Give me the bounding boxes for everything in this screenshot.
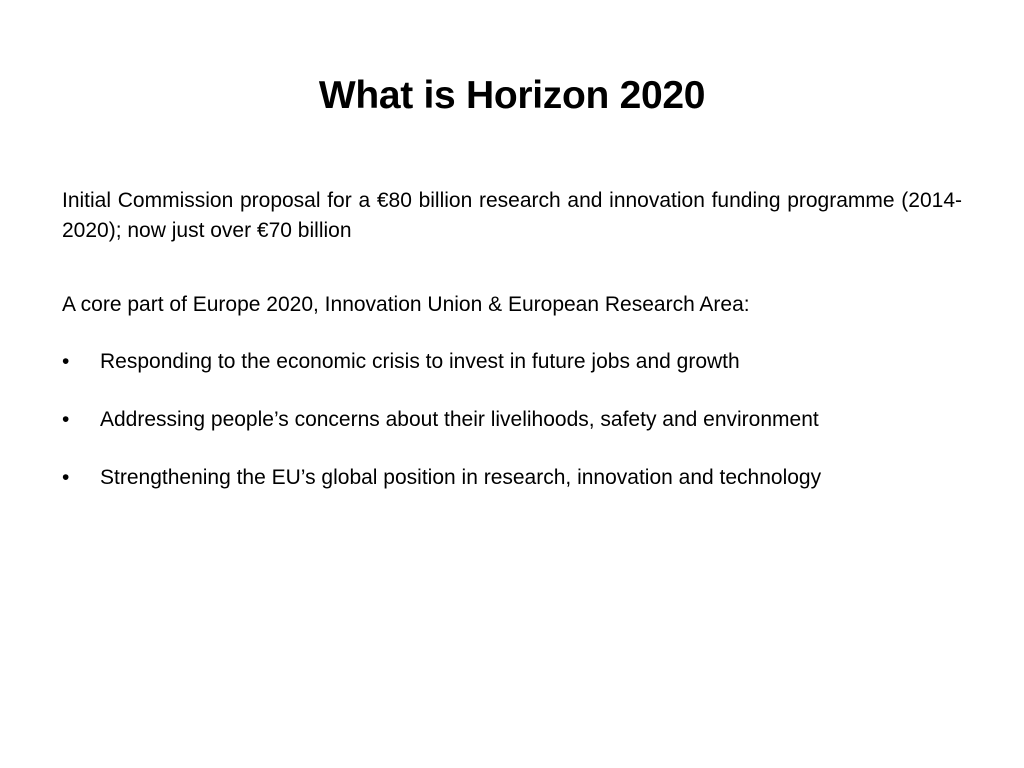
bullet-item xyxy=(62,347,962,377)
bullet-item xyxy=(62,405,962,435)
bullet-list xyxy=(62,347,962,521)
bullet-text: Strengthening the EU’s global position in research, innovation and technology xyxy=(100,466,822,489)
bullet-icon: • xyxy=(62,408,70,431)
bullet-icon: • xyxy=(62,466,70,489)
intro-paragraph: Initial Commission proposal for a €80 billion research and innovation funding programme (2014-2020); now just over €70 billion xyxy=(62,189,962,242)
core-part-paragraph: A core part of Europe 2020, Innovation Union & European Research Area: xyxy=(62,293,750,316)
bullet-icon: • xyxy=(62,350,70,373)
bullet-text: Responding to the economic crisis to invest in future jobs and growth xyxy=(100,350,740,373)
slide-title: What is Horizon 2020 xyxy=(318,74,706,117)
bullet-text: Addressing people’s concerns about their livelihoods, safety and environment xyxy=(100,408,819,431)
bullet-item xyxy=(62,463,962,493)
